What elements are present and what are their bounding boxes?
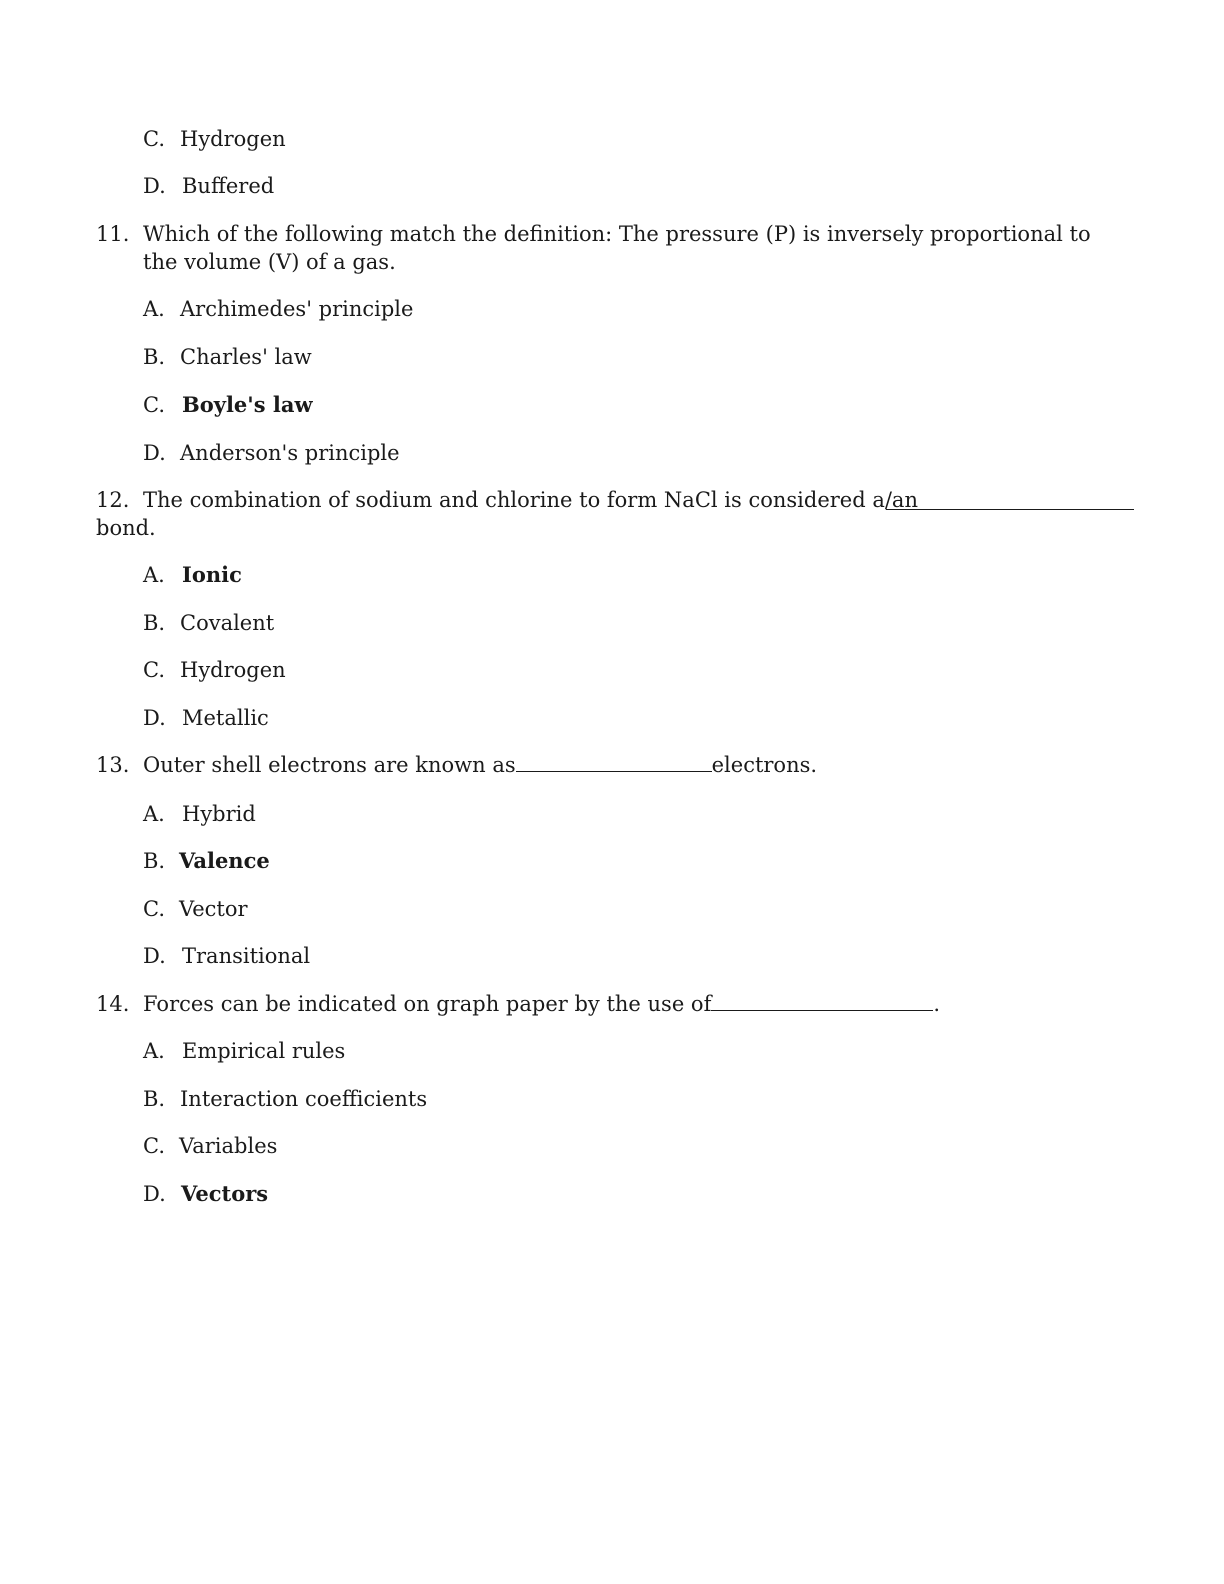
option-text: Hydrogen xyxy=(180,658,286,682)
option-text: Vector xyxy=(179,897,248,921)
question-text-after: . xyxy=(933,992,941,1016)
answer-blank xyxy=(516,751,712,772)
option-letter: D. xyxy=(143,174,166,198)
question-text-line1: Which of the following match the definition: The pressure (P) is inversely proportional to xyxy=(143,222,1091,246)
question-text-line2: the volume (V) of a gas. xyxy=(143,250,396,274)
answer-blank xyxy=(886,509,1134,510)
option-text: Covalent xyxy=(180,611,275,635)
question-text-before: Outer shell electrons are known as xyxy=(143,753,516,777)
option-letter: A. xyxy=(143,563,165,587)
option-letter: C. xyxy=(143,658,165,682)
option-text: Interaction coefficients xyxy=(180,1087,428,1111)
option-letter: D. xyxy=(143,441,166,465)
option-letter: C. xyxy=(143,1134,165,1158)
option-letter: B. xyxy=(143,345,166,369)
question-number: 12. xyxy=(96,488,130,512)
option-text: Hybrid xyxy=(182,802,256,826)
option-letter: B. xyxy=(143,1087,166,1111)
option-letter: D. xyxy=(143,1182,166,1206)
question-number: 11. xyxy=(96,222,130,246)
option-text: Buffered xyxy=(182,174,275,198)
option-text: Hydrogen xyxy=(180,127,286,151)
question-number: 13. xyxy=(96,753,130,777)
question-text-before: Forces can be indicated on graph paper by the use of xyxy=(143,992,712,1016)
option-text-answer: Valence xyxy=(179,848,270,873)
option-text: Charles' law xyxy=(180,345,312,369)
option-letter: D. xyxy=(143,944,166,968)
answer-blank xyxy=(711,990,933,1011)
option-text: Metallic xyxy=(182,706,269,730)
option-letter: A. xyxy=(143,297,165,321)
option-text: Transitional xyxy=(182,944,311,968)
option-letter: B. xyxy=(143,611,166,635)
option-text: Archimedes' principle xyxy=(180,297,414,321)
option-text: Empirical rules xyxy=(182,1039,346,1063)
option-letter: C. xyxy=(143,393,165,417)
question-number: 14. xyxy=(96,992,130,1016)
option-letter: C. xyxy=(143,897,165,921)
option-letter: D. xyxy=(143,706,166,730)
question-text xyxy=(143,751,817,779)
question-text-after: electrons. xyxy=(711,753,818,777)
question-text-line1: The combination of sodium and chlorine to form NaCl is considered a/an xyxy=(143,488,918,512)
option-letter: B. xyxy=(143,849,166,873)
option-letter: A. xyxy=(143,1039,165,1063)
option-text: Anderson's principle xyxy=(180,441,400,465)
option-text: Variables xyxy=(179,1134,278,1158)
option-text-answer: Vectors xyxy=(181,1181,269,1206)
option-letter: C. xyxy=(143,127,165,151)
option-text-answer: Ionic xyxy=(182,562,242,587)
option-letter: A. xyxy=(143,802,165,826)
option-text-answer: Boyle's law xyxy=(182,392,313,417)
question-text xyxy=(143,990,940,1018)
question-text-line2: bond. xyxy=(96,516,156,540)
